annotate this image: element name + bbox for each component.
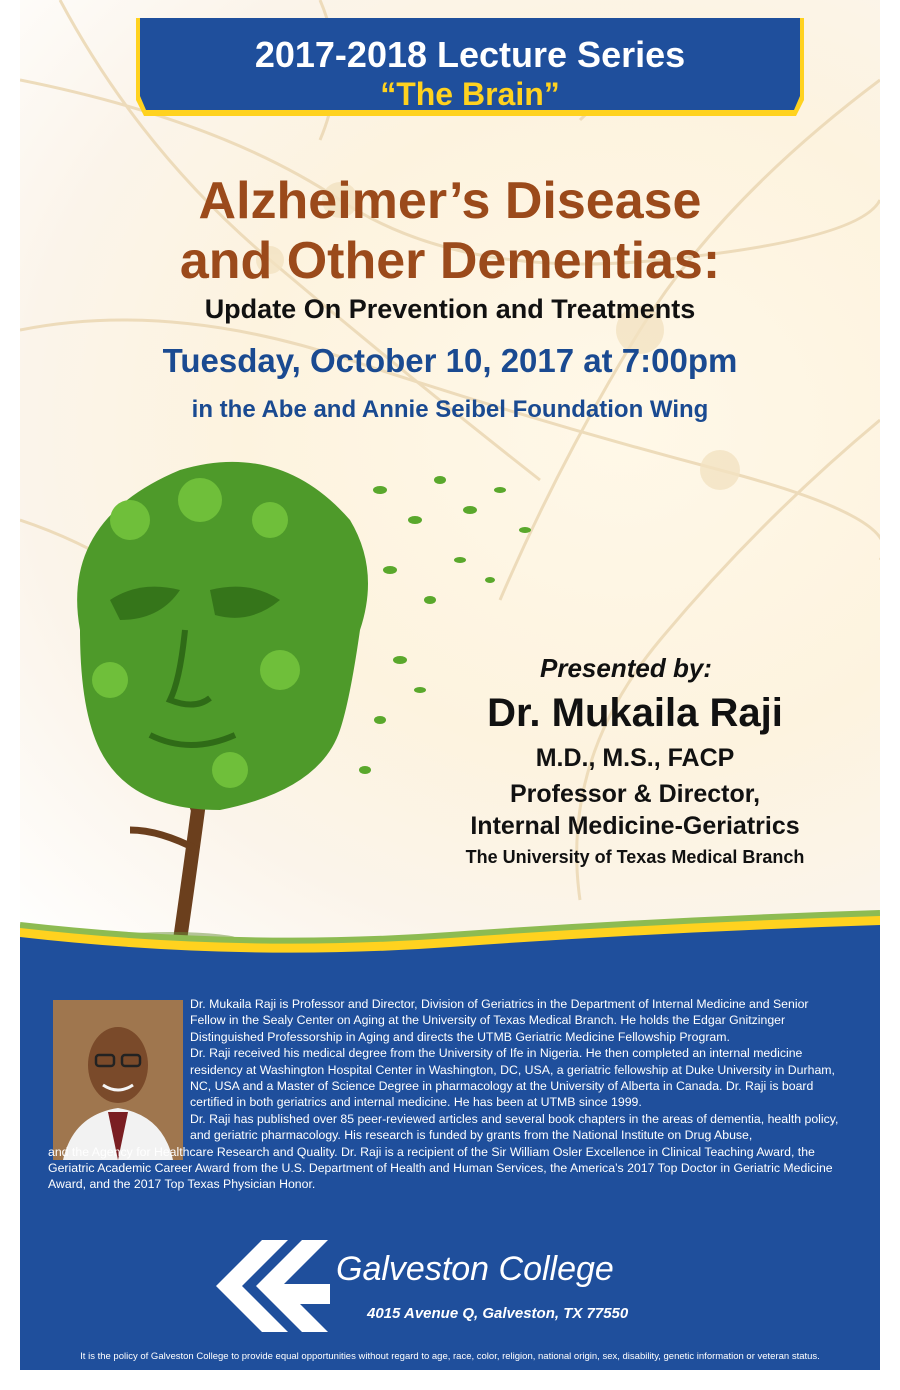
bio-paragraph-3b: and the Agency for Healthcare Research and Quality. Dr. Raji is a recipient of the Sir William Osler Excellence in Clinical Teaching Award, the Geriatric Academic Career Award from the U.S. Department of Health and Human Services, the America’s 2017 Top Doctor in Geriatric Medicine Award, and the 2017 Top Texas Physician Honor. (48, 1144, 833, 1192)
tree-head-illustration (20, 430, 540, 950)
title-line-1: Alzheimer’s Disease (198, 172, 702, 230)
presenter-department: Internal Medicine-Geriatrics (470, 812, 800, 840)
title-line-2: and Other Dementias: (179, 232, 721, 290)
bio-paragraph-3a: Dr. Raji has published over 85 peer-reviewed articles and several book chapters in the areas of dementia, health policy, and geriatric pharmacology. His research is funded by grants from the National Institute on Drug Abuse, (190, 1111, 839, 1143)
lecture-series-banner (136, 18, 804, 112)
presenter-institution: The University of Texas Medical Branch (465, 847, 805, 867)
presenter-photo (53, 1000, 183, 1160)
event-date: Tuesday, October 10, 2017 at 7:00pm (162, 342, 738, 379)
lecture-series-title: 2017-2018 Lecture Series (254, 34, 686, 75)
bio-section (20, 960, 880, 1370)
grass-wave-divider (20, 905, 880, 965)
lecture-series-theme: “The Brain” (380, 76, 560, 112)
subtitle: Update On Prevention and Treatments (204, 294, 696, 324)
presenter-bio (48, 996, 846, 1193)
presenter-name: Dr. Mukaila Raji (487, 691, 783, 735)
college-name: Galveston College (336, 1250, 614, 1288)
galveston-college-logo (212, 1238, 332, 1338)
event-location: in the Abe and Annie Seibel Foundation Wing (191, 396, 709, 423)
bio-paragraph-1: Dr. Mukaila Raji is Professor and Director, Division of Geriatrics in the Department of Internal Medicine and Senior Fellow in the Sealy Center on Aging at the University of Texas Medical Branch. He holds the Edgar Gnitzinger Distinguished Professorship in Aging and directs the UTMB Geriatric Medicine Fellowship Program. (190, 997, 809, 1044)
presenter-degrees: M.D., M.S., FACP (535, 744, 735, 772)
presented-by-label: Presented by: (540, 653, 712, 683)
bio-paragraph-2: Dr. Raji received his medical degree from the University of Ife in Nigeria. He then completed an internal medicine residency at Washington Hospital Center in Washington, DC, USA, a geriatric fellowship at Duke University in Durham, NC, USA and a Master of Science Degree in pharmacology at the University of Alberta in Canada. Dr. Raji is board certified in both geriatrics and internal medicine. He has been at UTMB since 1999. (190, 1046, 835, 1110)
equal-opportunity-policy: It is the policy of Galveston College to provide equal opportunities without regard to age, race, color, religion, national origin, sex, disability, genetic information or veteran status. (80, 1351, 820, 1362)
college-address: 4015 Avenue Q, Galveston, TX 77550 (367, 1305, 629, 1322)
presenter-role: Professor & Director, (509, 780, 761, 808)
